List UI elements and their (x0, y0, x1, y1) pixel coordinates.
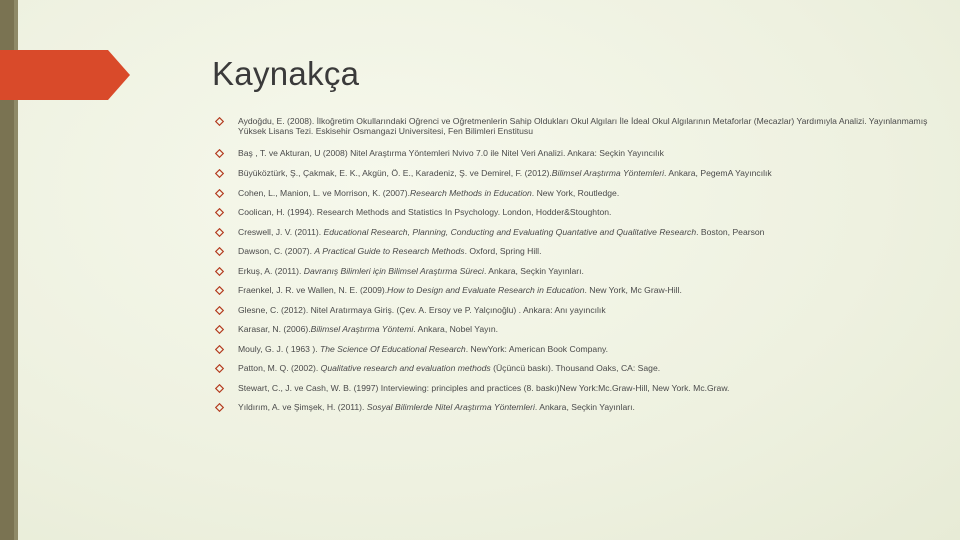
reference-item (215, 227, 928, 237)
reference-text: How to Design and Evaluate Research in Education (387, 285, 585, 295)
reference-text: Karasar, N. (2006). (238, 324, 311, 334)
reference-text: The Science Of Educational Research (319, 344, 466, 354)
diamond-bullet-icon (215, 208, 224, 217)
reference-item (215, 168, 928, 178)
reference-text: Educational Research, Planning, Conducting and Evaluating Quantative and Qualitative Research (323, 227, 697, 237)
reference-text: Glesne, C. (2012). Nitel Aratırmaya Giriş. (Çev. A. Ersoy ve P. Yalçınoğlu) . Ankara: Anı yayıncılık (238, 305, 606, 315)
reference-text: Coolican, H. (1994). Research Methods and Statistics In Psychology. London, Hodder&Stoughton. (238, 207, 612, 217)
diamond-bullet-icon (215, 325, 224, 334)
diamond-bullet-icon (215, 403, 224, 412)
reference-item (215, 402, 928, 412)
reference-text: Research Methods in Education (409, 188, 532, 198)
diamond-bullet-icon (215, 117, 224, 126)
diamond-bullet-icon (215, 267, 224, 276)
diamond-bullet-icon (215, 345, 224, 354)
page-title: Kaynakça (212, 55, 360, 92)
reference-item (215, 363, 928, 373)
reference-text: Erkuş, A. (2011). (238, 266, 304, 276)
reference-text: Baş , T. ve Akturan, U (2008) Nitel Araştırma Yöntemleri Nvivo 7.0 ile Nitel Veri Analizi. Ankara: Seçkin Yayıncılık (238, 148, 664, 158)
reference-item (215, 383, 928, 393)
reference-text: Patton, M. Q. (2002). (238, 363, 321, 373)
reference-text: Büyüköztürk, Ş., Çakmak, E. K., Akgün, Ö. E., Karadeniz, Ş. ve Demirel, F. (2012). (238, 168, 552, 178)
reference-item (215, 266, 928, 276)
reference-text: Aydoğdu, E. (2008). İlkoğretim Okullarındaki Oğrenci ve Oğretmenlerin Sahip Oldukları Okul Algıları İle İdeal Okul Algılarının Metaforlar (Mecazlar) Yardımıyla Analizi. Yayınlanmamış Yüksek Lisans Tezi. Eskisehir Osmangazi Universitesi, Fen Bilimleri Enstitusu (238, 116, 928, 136)
diamond-bullet-icon (215, 169, 224, 178)
reference-text: Bilimsel Araştırma Yöntemi (310, 324, 414, 334)
reference-text: . NewYork: American Book Company. (465, 344, 609, 354)
reference-item (215, 305, 928, 315)
diamond-bullet-icon (215, 364, 224, 373)
reference-text: Davranış Bilimleri için Bilimsel Araştırma Süreci (303, 266, 484, 276)
reference-item (215, 207, 928, 217)
reference-text: Cohen, L., Manion, L. ve Morrison, K. (2007). (238, 188, 410, 198)
diamond-bullet-icon (215, 384, 224, 393)
reference-item (215, 246, 928, 256)
diamond-bullet-icon (215, 228, 224, 237)
diamond-bullet-icon (215, 247, 224, 256)
reference-text: Creswell, J. V. (2011). (238, 227, 324, 237)
reference-text: . Ankara, PegemA Yayıncılık (664, 168, 772, 178)
reference-text: Sosyal Bilimlerde Nitel Araştırma Yöntemleri (366, 402, 535, 412)
reference-text: . Boston, Pearson (696, 227, 765, 237)
reference-text: Fraenkel, J. R. ve Wallen, N. E. (2009). (238, 285, 388, 295)
reference-text: . Ankara, Seçkin Yayınları. (534, 402, 635, 412)
reference-item (215, 148, 928, 158)
diamond-bullet-icon (215, 149, 224, 158)
reference-text: . Ankara, Seçkin Yayınları. (483, 266, 584, 276)
reference-text: Bilimsel Araştırma Yöntemleri (551, 168, 665, 178)
diamond-bullet-icon (215, 306, 224, 315)
reference-item (215, 344, 928, 354)
reference-text: A Practical Guide to Research Methods (314, 246, 465, 256)
reference-text: (Üçüncü baskı). Thousand Oaks, CA: Sage. (490, 363, 661, 373)
reference-text: . New York, Routledge. (531, 188, 620, 198)
reference-text: . Oxford, Spring Hill. (464, 246, 542, 256)
reference-item (215, 188, 928, 198)
reference-item (215, 324, 928, 334)
diamond-bullet-icon (215, 286, 224, 295)
arrow-accent-icon (0, 50, 130, 100)
reference-text: Mouly, G. J. ( 1963 ). (238, 344, 320, 354)
diamond-bullet-icon (215, 189, 224, 198)
reference-text: Qualitative research and evaluation methods (320, 363, 491, 373)
reference-text: Stewart, C., J. ve Cash, W. B. (1997) Interviewing: principles and practices (8. baskı)New York:Mc.Graw-Hill, New York. Mc.Graw. (238, 383, 730, 393)
reference-text: Yıldırım, A. ve Şimşek, H. (2011). (238, 402, 367, 412)
reference-text: . Ankara, Nobel Yayın. (413, 324, 499, 334)
reference-item (215, 285, 928, 295)
reference-item (215, 116, 928, 136)
reference-text: Dawson, C. (2007). (238, 246, 315, 256)
reference-text: . New York, Mc Graw-Hill. (584, 285, 682, 295)
